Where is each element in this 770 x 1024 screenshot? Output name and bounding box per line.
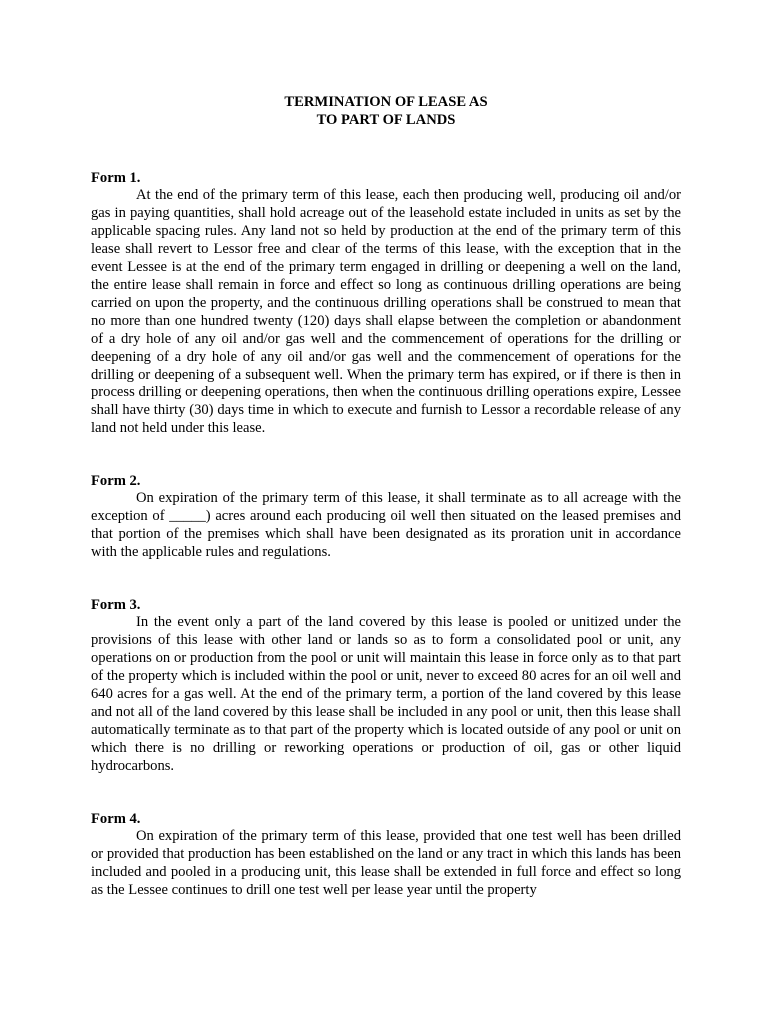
form-3-section xyxy=(91,596,681,776)
document-page xyxy=(91,93,681,900)
form-1-heading: Form 1. xyxy=(91,170,141,186)
form-3-text: In the event only a part of the land covered by this lease is pooled or unitized under the provisions of this lease with other land or lands so as to form a consolidated pool or unit, any operations on or production from the pool or unit will maintain this lease in force only as to that part of the property which is included within the pool or unit, never to exceed 80 acres for an oil well and 640 acres for a gas well. At the end of the primary term, a portion of the land covered by this lease and not all of the land covered by this lease shall be included in any pool or unit, then this lease shall automatically terminate as to that part of the property which is located outside of any pool or unit on which there is no drilling or reworking operations or production of oil, gas or other liquid hydrocarbons. xyxy=(91,614,681,774)
document-title-line-2: TO PART OF LANDS xyxy=(316,112,456,128)
form-3-heading: Form 3. xyxy=(91,597,141,614)
form-4-text: On expiration of the primary term of this lease, provided that one test well has been drilled or provided that production has been established on the land or any tract in which this lands has been included and pooled in a producing unit, this lease shall be extended in full force and effect so long as the Lessee continues to drill one test well per lease year until the property xyxy=(91,827,681,898)
form-2-section xyxy=(91,472,681,562)
form-2-text: On expiration of the primary term of this lease, it shall terminate as to all acreage with the exception of _____) acres around each producing oil well then situated on the leased premises and that portion of the premises which shall have been designated as its proration unit in accordance with the applicable rules and regulations. xyxy=(91,490,681,561)
document-title-line-1: TERMINATION OF LEASE AS xyxy=(284,94,488,110)
form-4-section xyxy=(91,810,681,900)
form-1-text: At the end of the primary term of this lease, each then producing well, producing oil and/or gas in paying quantities, shall hold acreage out of the leasehold estate included in units as set by the applicable spacing rules. Any land not so held by production at the end of the primary term of this lease shall revert to Lessor free and clear of the terms of this lease, with the exception that in the event Lessee is at the end of the primary term engaged in drilling or deepening a well on the land, the entire lease shall remain in force and effect so long as continuous drilling operations are being carried on upon the property, and the continuous drilling operations shall be construed to mean that no more than one hundred twenty (120) days shall elapse between the completion or abandonment of a dry hole of any oil and/or gas well and the commencement of operations for the drilling or deepening of a dry hole of any oil and/or gas well and the commencement of operations for the drilling or deepening of a subsequent well. When the primary term has expired, or if there is then in process drilling or deepening operations, then when the continuous drilling operations expire, Lessee shall have thirty (30) days time in which to execute and furnish to Lessor a recordable release of any land not held under this lease. xyxy=(91,187,681,437)
document-title xyxy=(91,93,681,129)
form-1-section xyxy=(91,169,681,438)
form-4-heading: Form 4. xyxy=(91,810,141,827)
form-2-heading: Form 2. xyxy=(91,473,141,490)
